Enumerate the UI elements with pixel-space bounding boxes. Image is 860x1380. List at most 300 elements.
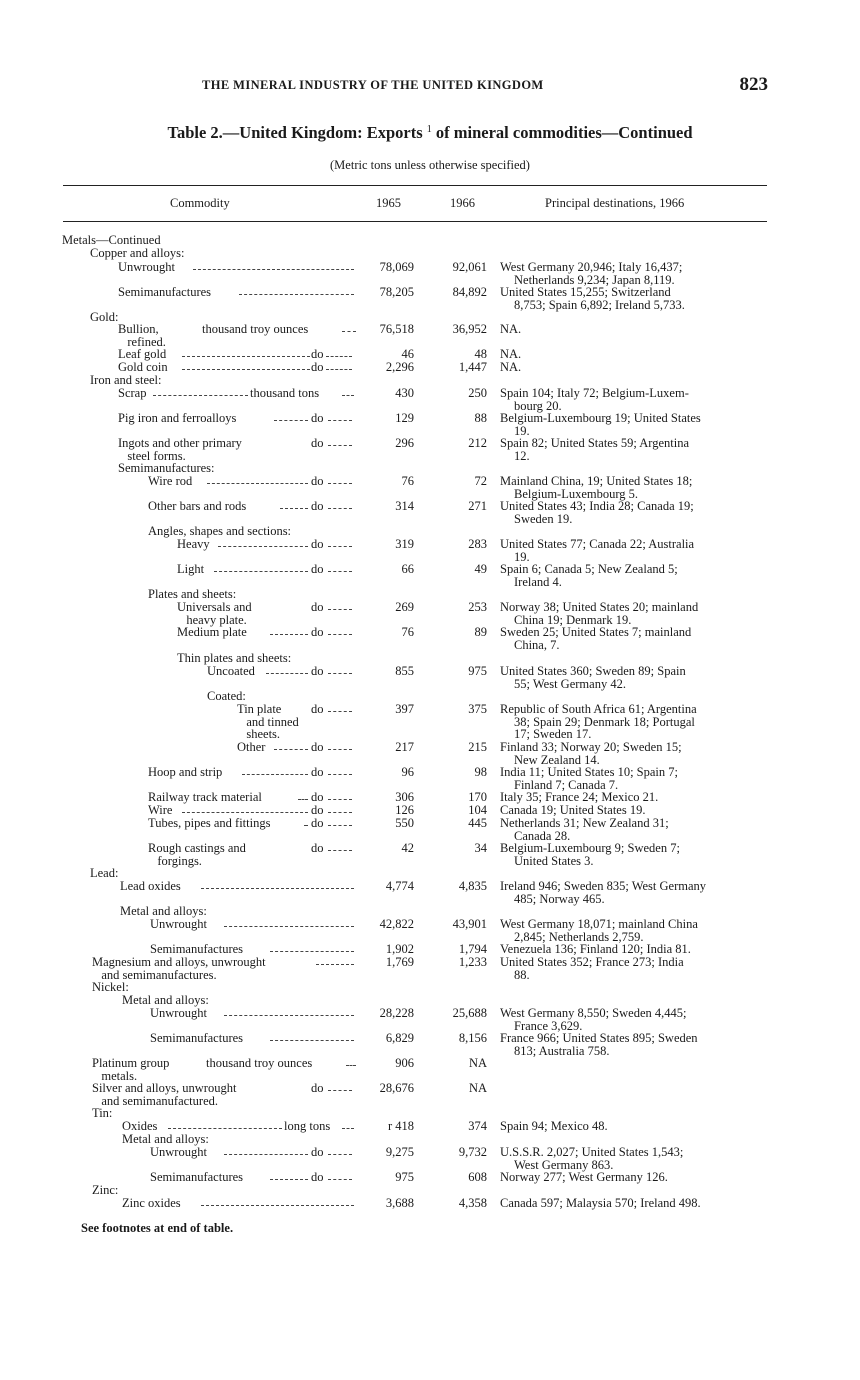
unit-label: do xyxy=(311,1145,324,1159)
destination-line: Sweden 25; United States 7; mainland xyxy=(500,625,692,639)
value-1966: 4,835 xyxy=(458,879,487,893)
principal-destinations xyxy=(500,626,772,651)
dot-leader xyxy=(182,812,308,813)
value-1966: 445 xyxy=(468,816,487,830)
value-1965: 126 xyxy=(395,803,414,817)
table-title xyxy=(0,123,860,143)
principal-destinations xyxy=(500,703,772,741)
principal-destinations xyxy=(500,348,772,361)
value-1966: 98 xyxy=(474,765,487,779)
dot-leader xyxy=(326,356,352,357)
destination-line: NA. xyxy=(500,360,522,374)
principal-destinations xyxy=(500,1146,772,1171)
destination-line: West Germany 8,550; Sweden 4,445; xyxy=(500,1006,687,1020)
dot-leader xyxy=(182,356,310,357)
value-1965: 855 xyxy=(395,664,414,678)
value-1966: 375 xyxy=(468,702,487,716)
principal-destinations xyxy=(500,842,772,867)
destination-line: U.S.S.R. 2,027; United States 1,543; xyxy=(500,1145,684,1159)
destination-line: 8,753; Spain 6,892; Ireland 5,733. xyxy=(514,297,685,312)
value-1965: 66 xyxy=(401,562,414,576)
dot-leader xyxy=(328,850,352,851)
value-1966: NA xyxy=(468,1081,487,1095)
destination-line: France 3,629. xyxy=(514,1018,583,1033)
commodity-label xyxy=(148,475,192,488)
principal-destinations xyxy=(500,601,772,626)
commodity-label-line: Semimanufactures xyxy=(118,285,212,299)
unit-label: do xyxy=(311,537,324,551)
dot-leader xyxy=(326,369,352,370)
destination-line: Spain 82; United States 59; Argentina xyxy=(500,436,689,450)
destination-line: Ireland 946; Sweden 835; West Germany xyxy=(500,879,707,893)
value-1966: 92,061 xyxy=(452,260,487,274)
principal-destinations xyxy=(500,918,772,943)
value-1966: 212 xyxy=(468,436,487,450)
commodity-label-line: Coated: xyxy=(207,689,246,703)
dot-leader xyxy=(328,825,352,826)
unit-label: thousand troy ounces xyxy=(202,322,309,336)
unit-label: do xyxy=(311,1081,324,1095)
unit-label: thousand tons xyxy=(250,386,320,400)
value-1966: 4,358 xyxy=(458,1196,487,1210)
destination-line: 88. xyxy=(514,967,530,982)
commodity-label xyxy=(90,311,118,324)
destination-line: Belgium-Luxembourg 19; United States xyxy=(500,411,701,425)
destination-line: NA. xyxy=(500,322,522,336)
dot-leader xyxy=(328,508,352,509)
destination-line: 2,845; Netherlands 2,759. xyxy=(514,929,644,944)
dot-leader xyxy=(328,483,352,484)
value-1966: 9,732 xyxy=(458,1145,487,1159)
unit-label: do xyxy=(311,702,324,716)
commodity-label xyxy=(62,234,161,247)
commodity-label xyxy=(150,1032,243,1045)
dot-leader xyxy=(342,1128,354,1129)
value-1965: 78,205 xyxy=(379,285,414,299)
dot-leader xyxy=(342,395,354,396)
destination-line: United States 352; France 273; India xyxy=(500,955,684,969)
principal-destinations xyxy=(500,1120,772,1133)
dot-leader xyxy=(298,799,308,800)
commodity-label xyxy=(237,703,299,741)
commodity-label-line: Medium plate xyxy=(177,625,247,639)
destination-line: France 966; United States 895; Sweden xyxy=(500,1031,698,1045)
commodity-label-line: Metal and alloys: xyxy=(120,904,207,918)
unit-label: long tons xyxy=(284,1119,331,1133)
value-1965: 76,518 xyxy=(379,322,414,336)
principal-destinations xyxy=(500,500,772,525)
principal-destinations xyxy=(500,475,772,500)
commodity-label xyxy=(118,361,168,374)
commodity-label-line: Unwrought xyxy=(150,917,207,931)
value-1965: 314 xyxy=(395,499,414,513)
destination-line: Venezuela 136; Finland 120; India 81. xyxy=(500,942,691,956)
commodity-label xyxy=(148,588,236,601)
destination-line: 12. xyxy=(514,448,530,463)
principal-destinations xyxy=(500,817,772,842)
dot-leader xyxy=(207,483,308,484)
value-1965: 296 xyxy=(395,436,414,450)
commodity-label-line: steel forms. xyxy=(118,448,186,463)
value-1965: 3,688 xyxy=(385,1196,414,1210)
commodity-label xyxy=(120,905,207,918)
principal-destinations xyxy=(500,361,772,374)
destination-line: Canada 597; Malaysia 570; Ireland 498. xyxy=(500,1196,701,1210)
commodity-label-line: Unwrought xyxy=(150,1145,207,1159)
commodity-label-line: Metal and alloys: xyxy=(122,1132,209,1146)
value-1966: 170 xyxy=(468,790,487,804)
dot-leader xyxy=(328,749,352,750)
destination-line: Canada 28. xyxy=(514,828,571,843)
unit-label: do xyxy=(311,474,324,488)
commodity-label-line: Uncoated xyxy=(207,664,255,678)
unit-label: do xyxy=(311,740,324,754)
commodity-label xyxy=(177,601,252,626)
principal-destinations xyxy=(500,741,772,766)
value-1965: 76 xyxy=(401,625,414,639)
commodity-label xyxy=(177,652,291,665)
destination-line: China, 7. xyxy=(514,637,560,652)
unit-label: do xyxy=(311,790,324,804)
destination-line: Ireland 4. xyxy=(514,574,562,589)
commodity-label-line: Pig iron and ferroalloys xyxy=(118,411,237,425)
dot-leader xyxy=(328,673,352,674)
principal-destinations xyxy=(500,1171,772,1184)
destination-line: 55; West Germany 42. xyxy=(514,676,626,691)
value-1965: 28,228 xyxy=(379,1006,414,1020)
value-1966: 283 xyxy=(468,537,487,551)
dot-leader xyxy=(270,1040,354,1041)
commodity-label-line: Lead oxides xyxy=(120,879,181,893)
principal-destinations xyxy=(500,412,772,437)
principal-destinations xyxy=(500,261,772,286)
commodity-label-line: Angles, shapes and sections: xyxy=(148,524,292,538)
destination-line: Republic of South Africa 61; Argentina xyxy=(500,702,697,716)
commodity-label xyxy=(148,791,262,804)
value-1965: 2,296 xyxy=(385,360,414,374)
commodity-label-line: Metals—Continued xyxy=(62,233,161,247)
column-header-commodity: Commodity xyxy=(170,196,230,210)
unit-label: do xyxy=(311,765,324,779)
value-1965: 78,069 xyxy=(379,260,414,274)
destination-line: Mainland China, 19; United States 18; xyxy=(500,474,693,488)
value-1965: 46 xyxy=(401,347,414,361)
value-1965: r 418 xyxy=(387,1119,414,1133)
commodity-label-line: Zinc oxides xyxy=(122,1196,181,1210)
dot-leader xyxy=(328,1090,352,1091)
footnote-reference: See footnotes at end of table. xyxy=(81,1221,234,1235)
principal-destinations xyxy=(500,387,772,412)
dot-leader xyxy=(218,546,308,547)
destination-line: Netherlands 9,234; Japan 8,119. xyxy=(514,272,675,287)
value-1966: 104 xyxy=(468,803,487,817)
table-title-footnote-mark: 1 xyxy=(426,124,432,135)
commodity-label xyxy=(148,500,246,513)
commodity-label-line: Lead: xyxy=(90,866,119,880)
commodity-label xyxy=(90,867,118,880)
commodity-label xyxy=(148,525,291,538)
destination-line: United States 43; India 28; Canada 19; xyxy=(500,499,694,513)
commodity-label-line: and semimanufactures. xyxy=(92,967,217,982)
destination-line: 17; Sweden 17. xyxy=(514,727,592,741)
table-title-rest: of mineral commodities—Continued xyxy=(435,123,693,142)
commodity-label xyxy=(177,626,247,639)
commodity-label-line: Rough castings and xyxy=(148,841,246,855)
dot-leader xyxy=(328,634,352,635)
commodity-label-line: Semimanufactures: xyxy=(118,461,215,475)
commodity-label-line: Semimanufactures xyxy=(150,942,244,956)
commodity-label xyxy=(120,880,181,893)
value-1966: 374 xyxy=(468,1119,487,1133)
commodity-label-line: Wire rod xyxy=(148,474,193,488)
commodity-label xyxy=(177,563,204,576)
destination-line: West Germany 863. xyxy=(514,1157,614,1172)
destination-line: Finland 7; Canada 7. xyxy=(514,777,619,792)
commodity-label xyxy=(118,462,215,475)
unit-label: do xyxy=(311,360,324,374)
commodity-label xyxy=(92,1082,236,1107)
value-1965: 319 xyxy=(395,537,414,551)
dot-leader xyxy=(280,508,308,509)
commodity-label-line: and semimanufactured. xyxy=(92,1093,218,1108)
value-1965: 4,774 xyxy=(385,879,414,893)
dot-leader xyxy=(224,1154,308,1155)
value-1965: 306 xyxy=(395,790,414,804)
destination-line: West Germany 20,946; Italy 16,437; xyxy=(500,260,683,274)
dot-leader xyxy=(168,1128,282,1129)
destination-line: Finland 33; Norway 20; Sweden 15; xyxy=(500,740,682,754)
destination-line: Canada 19; United States 19. xyxy=(500,803,646,817)
value-1965: 430 xyxy=(395,386,414,400)
commodity-label xyxy=(118,412,236,425)
value-1966: 72 xyxy=(474,474,487,488)
unit-label: do xyxy=(311,436,324,450)
dot-leader xyxy=(239,294,354,295)
value-1966: 271 xyxy=(468,499,487,513)
commodity-label-line: Zinc: xyxy=(92,1183,119,1197)
unit-label: do xyxy=(311,411,324,425)
destination-line: West Germany 18,071; mainland China xyxy=(500,917,698,931)
value-1965: 906 xyxy=(395,1056,414,1070)
value-1965: 217 xyxy=(395,740,414,754)
value-1966: 48 xyxy=(474,347,487,361)
commodity-label-line: Light xyxy=(177,562,205,576)
commodity-label xyxy=(118,323,166,348)
commodity-label xyxy=(122,994,209,1007)
commodity-label xyxy=(122,1133,209,1146)
dot-leader xyxy=(201,888,354,889)
value-1966: 84,892 xyxy=(452,285,487,299)
commodity-label-line: Gold: xyxy=(90,310,119,324)
principal-destinations xyxy=(500,1007,772,1032)
commodity-label-line: sheets. xyxy=(237,727,281,741)
commodity-label-line: Other xyxy=(237,740,266,754)
value-1966: NA xyxy=(468,1056,487,1070)
value-1966: 25,688 xyxy=(452,1006,487,1020)
destination-line: Belgium-Luxembourg 9; Sweden 7; xyxy=(500,841,680,855)
unit-label: do xyxy=(311,803,324,817)
commodity-label-line: forgings. xyxy=(148,853,202,868)
commodity-label-line: Thin plates and sheets: xyxy=(177,651,292,665)
principal-destinations xyxy=(500,1197,772,1210)
commodity-label-line: Magnesium and alloys, unwrought xyxy=(92,955,266,969)
table-body xyxy=(0,232,860,1232)
dot-leader xyxy=(201,1205,354,1206)
commodity-label-line: Heavy xyxy=(177,537,210,551)
commodity-label-line: Leaf gold xyxy=(118,347,167,361)
principal-destinations xyxy=(500,538,772,563)
commodity-label-line: Unwrought xyxy=(150,1006,207,1020)
value-1965: 550 xyxy=(395,816,414,830)
commodity-label xyxy=(118,348,166,361)
value-1966: 36,952 xyxy=(452,322,487,336)
commodity-label-line: Metal and alloys: xyxy=(122,993,209,1007)
commodity-label xyxy=(207,690,246,703)
commodity-label-line: Hoop and strip xyxy=(148,765,223,779)
table-title-main: Table 2.—United Kingdom: Exports xyxy=(167,123,423,142)
value-1965: 129 xyxy=(395,411,414,425)
destination-line: 19. xyxy=(514,549,530,564)
table-top-rule xyxy=(63,185,767,186)
dot-leader xyxy=(304,825,308,826)
dot-leader xyxy=(328,571,352,572)
commodity-label-line: Oxides xyxy=(122,1119,158,1133)
dot-leader xyxy=(270,951,354,952)
value-1966: 43,901 xyxy=(452,917,487,931)
principal-destinations xyxy=(500,563,772,588)
destination-line: New Zealand 14. xyxy=(514,752,600,767)
commodity-label-line: and tinned xyxy=(237,714,299,729)
dot-leader xyxy=(328,609,352,610)
commodity-label-line: Tubes, pipes and fittings xyxy=(148,816,271,830)
column-header-1966: 1966 xyxy=(450,196,475,210)
unit-label: do xyxy=(311,841,324,855)
commodity-label-line: Universals and xyxy=(177,600,252,614)
unit-label: do xyxy=(311,347,324,361)
commodity-label-line: Bullion, xyxy=(118,322,159,336)
column-header-destinations: Principal destinations, 1966 xyxy=(545,196,685,210)
commodity-label xyxy=(122,1120,157,1133)
dot-leader xyxy=(328,420,352,421)
commodity-label xyxy=(90,374,162,387)
destination-line: 485; Norway 465. xyxy=(514,891,605,906)
commodity-label-line: Other bars and rods xyxy=(148,499,247,513)
dot-leader xyxy=(328,799,352,800)
destination-line: Italy 35; France 24; Mexico 21. xyxy=(500,790,659,804)
value-1965: 42,822 xyxy=(379,917,414,931)
value-1965: 6,829 xyxy=(385,1031,414,1045)
value-1965: 269 xyxy=(395,600,414,614)
dot-leader xyxy=(266,673,308,674)
value-1966: 215 xyxy=(468,740,487,754)
commodity-label xyxy=(148,817,270,830)
destination-line: 19. xyxy=(514,423,530,438)
principal-destinations xyxy=(500,437,772,462)
destination-line: Spain 6; Canada 5; New Zealand 5; xyxy=(500,562,678,576)
commodity-label xyxy=(150,1146,207,1159)
commodity-label-line: Platinum group xyxy=(92,1056,170,1070)
principal-destinations xyxy=(500,766,772,791)
commodity-label xyxy=(150,918,207,931)
commodity-label xyxy=(150,1007,207,1020)
commodity-label-line: metals. xyxy=(92,1068,138,1083)
unit-label: do xyxy=(311,664,324,678)
dot-leader xyxy=(224,1015,354,1016)
dot-leader xyxy=(270,1179,308,1180)
dot-leader xyxy=(270,634,308,635)
commodity-label xyxy=(122,1197,181,1210)
value-1965: 397 xyxy=(395,702,414,716)
destination-line: India 11; United States 10; Spain 7; xyxy=(500,765,678,779)
unit-label: do xyxy=(311,1170,324,1184)
value-1966: 253 xyxy=(468,600,487,614)
commodity-label xyxy=(92,1107,112,1120)
principal-destinations xyxy=(500,791,772,804)
value-1965: 28,676 xyxy=(379,1081,414,1095)
commodity-label-line: Semimanufactures xyxy=(150,1170,244,1184)
principal-destinations xyxy=(500,323,772,336)
value-1965: 96 xyxy=(401,765,414,779)
running-title: THE MINERAL INDUSTRY OF THE UNITED KINGDOM xyxy=(202,78,544,92)
value-1965: 76 xyxy=(401,474,414,488)
dot-leader xyxy=(346,1065,356,1066)
value-1966: 8,156 xyxy=(458,1031,487,1045)
destination-line: 38; Spain 29; Denmark 18; Portugal xyxy=(514,714,695,729)
value-1965: 975 xyxy=(395,1170,414,1184)
commodity-label xyxy=(118,387,146,400)
commodity-label xyxy=(92,956,266,981)
commodity-label xyxy=(90,247,184,260)
dot-leader xyxy=(328,1154,352,1155)
value-1966: 49 xyxy=(474,562,487,576)
commodity-label-line: Tin plate xyxy=(237,702,282,716)
dot-leader xyxy=(328,546,352,547)
commodity-label xyxy=(150,1171,243,1184)
principal-destinations xyxy=(500,286,772,311)
commodity-label xyxy=(118,437,242,462)
commodity-label-line: heavy plate. xyxy=(177,612,247,627)
principal-destinations xyxy=(500,1032,772,1057)
column-header-1965: 1965 xyxy=(376,196,401,210)
dot-leader xyxy=(193,269,354,270)
destination-line: Belgium-Luxembourg 5. xyxy=(514,486,639,501)
commodity-label-line: Copper and alloys: xyxy=(90,246,185,260)
commodity-label-line: Wire xyxy=(148,803,173,817)
unit-label: do xyxy=(311,600,324,614)
destination-line: Spain 104; Italy 72; Belgium-Luxem- xyxy=(500,386,689,400)
unit-label: do xyxy=(311,562,324,576)
commodity-label-line: refined. xyxy=(118,334,166,349)
dot-leader xyxy=(274,420,308,421)
value-1966: 34 xyxy=(474,841,487,855)
page-number: 823 xyxy=(739,74,768,95)
commodity-label-line: Plates and sheets: xyxy=(148,587,237,601)
value-1965: 9,275 xyxy=(385,1145,414,1159)
unit-label: do xyxy=(311,499,324,513)
principal-destinations xyxy=(500,880,772,905)
commodity-label-line: Tin: xyxy=(92,1106,113,1120)
commodity-label xyxy=(177,538,210,551)
value-1965: 42 xyxy=(401,841,414,855)
principal-destinations xyxy=(500,943,772,956)
commodity-label-line: Scrap xyxy=(118,386,147,400)
value-1966: 1,233 xyxy=(458,955,487,969)
commodity-label-line: Gold coin xyxy=(118,360,168,374)
dot-leader xyxy=(328,711,352,712)
commodity-label xyxy=(237,741,265,754)
unit-label: do xyxy=(311,625,324,639)
destination-line: China 19; Denmark 19. xyxy=(514,612,632,627)
